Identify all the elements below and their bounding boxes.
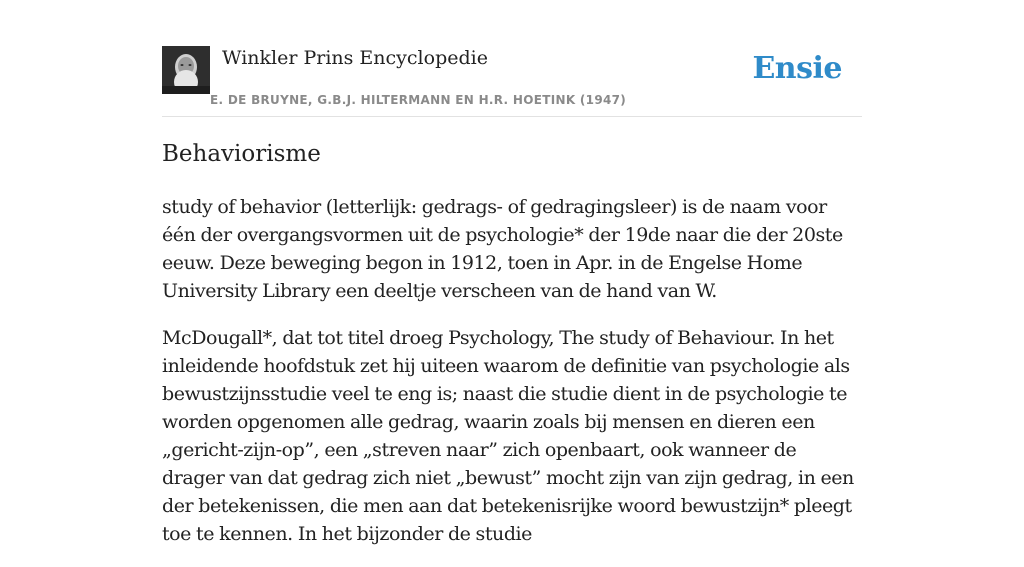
brand-logo[interactable]: Ensie [752, 51, 842, 86]
article-title: Behaviorisme [162, 141, 321, 167]
article-body [162, 193, 862, 567]
paragraph: study of behavior (letterlijk: gedrags- of gedragingsleer) is de naam voor één der overgangsvormen uit de psychologie* der 19de naar die der 20ste eeuw. Deze beweging begon in 1912, toen in Apr. in de Engelse Home University Library een deeltje verscheen van de hand van W. [162, 196, 843, 302]
portrait-photo-icon [162, 46, 210, 94]
header [162, 46, 862, 117]
authors-line: E. DE BRUYNE, G.B.J. HILTERMANN EN H.R. HOETINK (1947) [210, 93, 627, 107]
publication-title[interactable]: Winkler Prins Encyclopedie [222, 47, 488, 69]
paragraph: McDougall*, dat tot titel droeg Psychology, The study of Behaviour. In het inleidende hoofdstuk zet hij uiteen waarom de definitie van psychologie als bewustzijnsstudie veel te eng is; naast die studie dient in de psychologie te worden opgenomen alle gedrag, waarin zoals bij mensen en dieren een „gericht-zijn-op”, een „streven naar” zich openbaart, ook wanneer de drager van dat gedrag zich niet „bewust” mocht zijn van zijn gedrag, in een der betekenissen, die men aan dat betekenisrijke woord bewustzijn* pleegt toe te kennen. In het bijzonder de studie [162, 327, 854, 545]
